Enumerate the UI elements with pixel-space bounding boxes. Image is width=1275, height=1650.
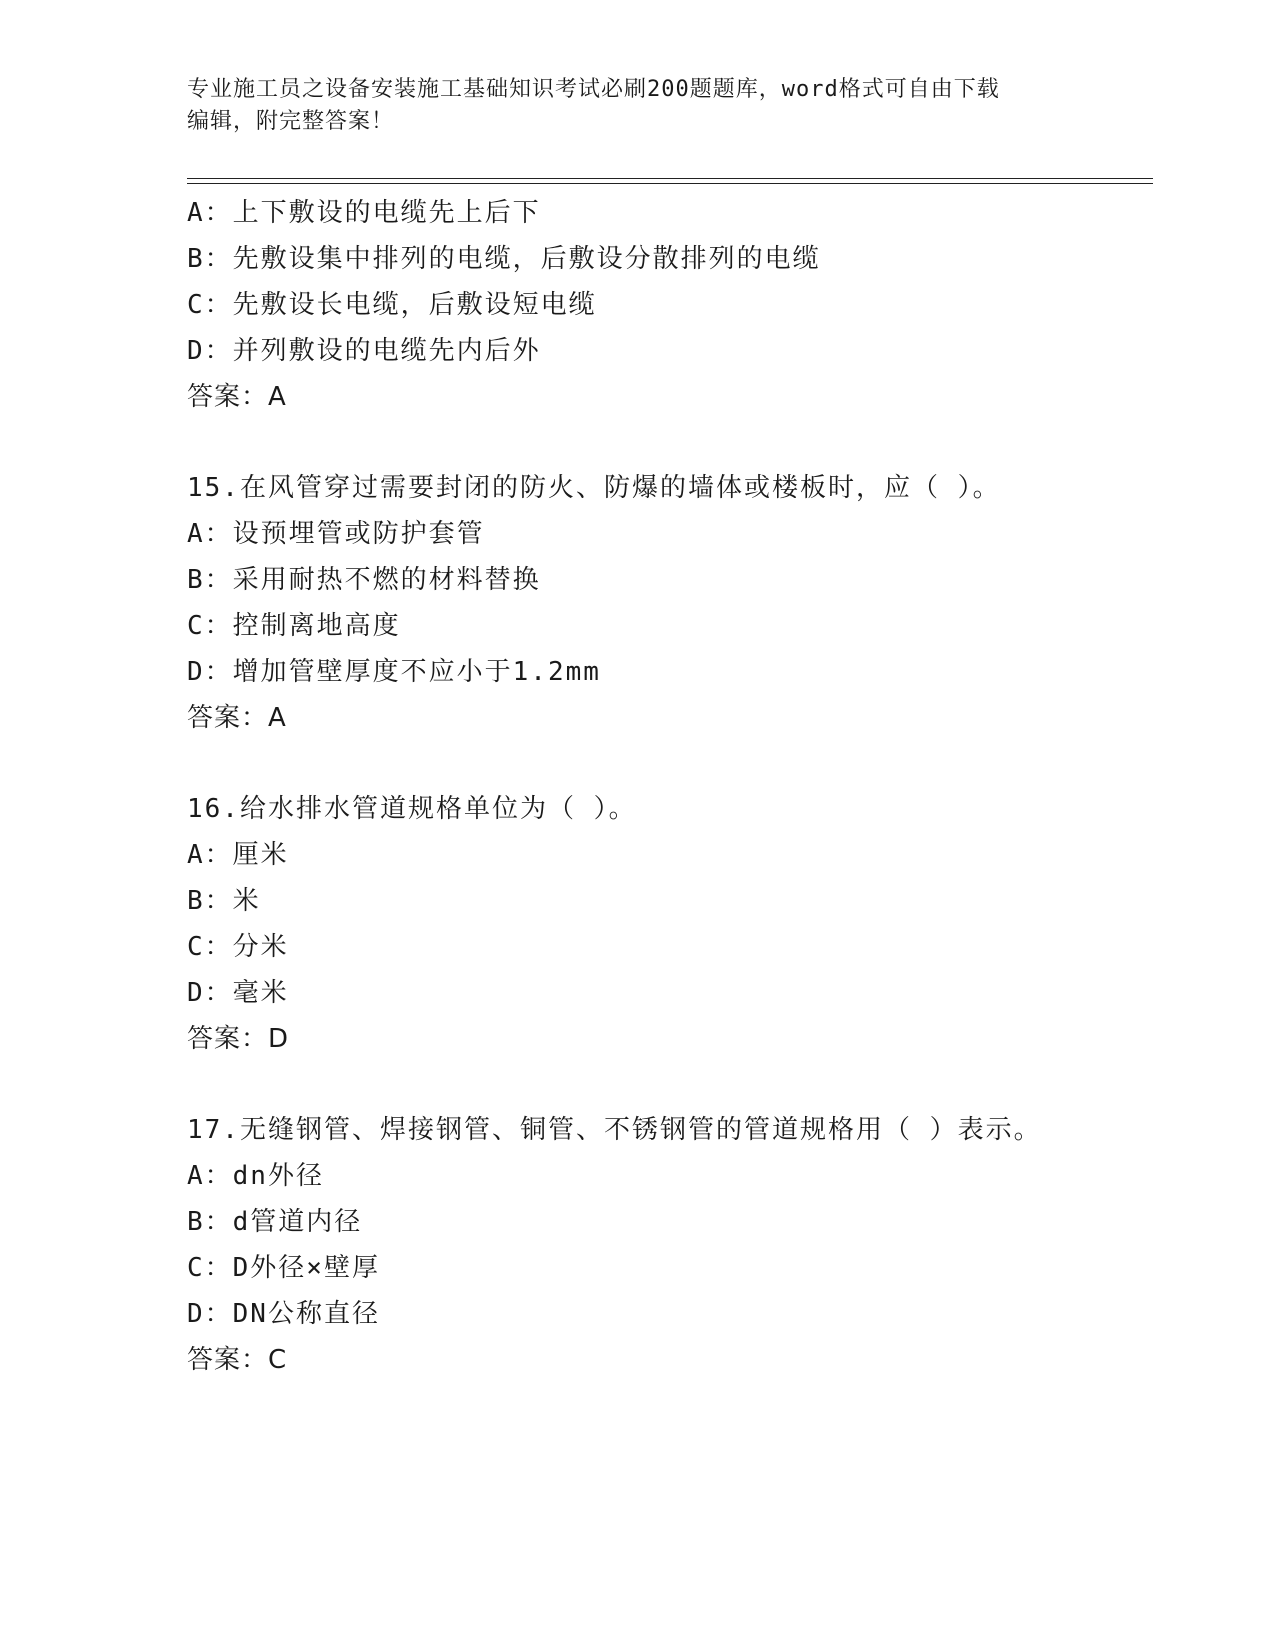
question-block-15 — [187, 465, 1153, 741]
option-c: C：控制离地高度 — [187, 611, 401, 641]
answer-line: 答案：A — [187, 382, 287, 412]
option-b: B：米 — [187, 886, 261, 916]
header-title-line-1: 专业施工员之设备安装施工基础知识考试必刷200题题库，word格式可自由下载 — [187, 77, 1000, 102]
option-a: A：上下敷设的电缆先上后下 — [187, 198, 541, 228]
option-b: B：d管道内径 — [187, 1207, 363, 1237]
option-d: D：DN公称直径 — [187, 1299, 380, 1329]
header-divider-top — [187, 178, 1153, 179]
option-c: C：分米 — [187, 932, 289, 962]
option-d: D：毫米 — [187, 978, 289, 1008]
header-divider-bottom — [187, 183, 1153, 184]
option-d: D：增加管壁厚度不应小于1.2mm — [187, 657, 601, 687]
document-header — [187, 74, 1087, 138]
option-b: B：先敷设集中排列的电缆，后敷设分散排列的电缆 — [187, 244, 821, 274]
option-b: B：采用耐热不燃的材料替换 — [187, 565, 541, 595]
option-c: C：D外径×壁厚 — [187, 1253, 380, 1283]
question-block-17 — [187, 1107, 1153, 1383]
option-c: C：先敷设长电缆，后敷设短电缆 — [187, 290, 597, 320]
option-a: A：设预埋管或防护套管 — [187, 519, 485, 549]
question-block-14 — [187, 190, 1153, 420]
answer-line: 答案：D — [187, 1024, 290, 1054]
question-text: 17.无缝钢管、焊接钢管、铜管、不锈钢管的管道规格用（ ）表示。 — [187, 1115, 1042, 1145]
option-a: A：dn外径 — [187, 1161, 324, 1191]
answer-line: 答案：C — [187, 1345, 288, 1375]
option-a: A：厘米 — [187, 840, 289, 870]
question-text: 15.在风管穿过需要封闭的防火、防爆的墙体或楼板时，应（ ）。 — [187, 473, 1001, 503]
question-list — [187, 190, 1153, 1383]
header-title-line-2: 编辑，附完整答案！ — [187, 109, 395, 134]
question-block-16 — [187, 786, 1153, 1062]
question-text: 16.给水排水管道规格单位为（ ）。 — [187, 794, 637, 824]
option-d: D：并列敷设的电缆先内后外 — [187, 336, 541, 366]
answer-line: 答案：A — [187, 703, 287, 733]
